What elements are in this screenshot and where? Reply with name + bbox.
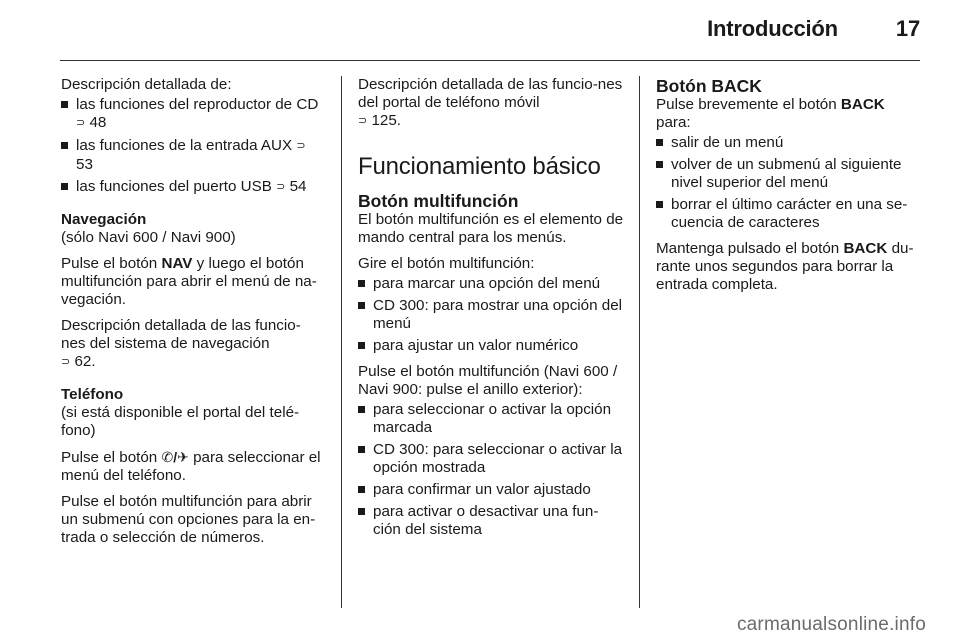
back-hold-paragraph: Mantenga pulsado el botón BACK du-rante unos segundos para borrar la entrada completa. bbox=[656, 240, 914, 293]
list-item: para seleccionar o activar la opción marcada bbox=[358, 401, 624, 437]
feature-list bbox=[61, 96, 325, 197]
page-ref-icon: ⊃ bbox=[296, 140, 306, 152]
column-divider bbox=[341, 76, 342, 608]
list-item: CD 300: para mostrar una opción del menú bbox=[358, 297, 624, 333]
list-item: para confirmar un valor ajustado bbox=[358, 481, 624, 499]
list-item: para ajustar un valor numérico bbox=[358, 337, 624, 355]
nav-key: NAV bbox=[161, 255, 193, 272]
section-heading-phone: Teléfono bbox=[61, 386, 124, 403]
page-number: 17 bbox=[895, 16, 920, 41]
list-item: las funciones del reproductor de CD ⊃ 48 bbox=[61, 96, 325, 133]
page-ref-icon: ⊃ bbox=[276, 181, 286, 193]
subsection-title: Botón multifunción bbox=[358, 191, 519, 211]
intro-text: Descripción detallada de: bbox=[61, 76, 232, 93]
list-item: para activar o desactivar una fun-ción del sistema bbox=[358, 503, 624, 539]
press-list bbox=[358, 401, 624, 539]
list-item: las funciones del puerto USB ⊃ 54 bbox=[61, 178, 325, 197]
list-item: para marcar una opción del menú bbox=[358, 275, 624, 293]
page-header bbox=[707, 16, 920, 42]
nav-paragraph: Pulse el botón NAV y luego el botón multifunción para abrir el menú de na-vegación. bbox=[61, 255, 317, 308]
page-ref-icon: ⊃ bbox=[76, 117, 86, 129]
back-list bbox=[656, 134, 922, 232]
phone-submenu-paragraph: Pulse el botón multifunción para abrir un submenú con opciones para la en-trada o selección de números. bbox=[61, 493, 316, 546]
turn-list bbox=[358, 275, 624, 355]
column-middle bbox=[358, 76, 624, 547]
phone-note: (si está disponible el portal del telé-fono) bbox=[61, 404, 300, 439]
list-item: CD 300: para seleccionar o activar la opción mostrada bbox=[358, 441, 624, 477]
list-item: salir de un menú bbox=[656, 134, 922, 152]
back-key: BACK bbox=[843, 240, 888, 257]
press-intro: Pulse el botón multifunción (Navi 600 / Navi 900: pulse el anillo exterior): bbox=[358, 363, 618, 398]
phone-icon: ✆/✈ bbox=[161, 449, 189, 465]
page-ref-icon: ⊃ bbox=[358, 115, 368, 127]
list-item: las funciones de la entrada AUX ⊃ 53 bbox=[61, 137, 325, 174]
list-item: borrar el último carácter en una se-cuencia de caracteres bbox=[656, 196, 922, 232]
list-item: volver de un submenú al siguiente nivel superior del menú bbox=[656, 156, 922, 192]
watermark: carmanualsonline.info bbox=[736, 614, 926, 635]
page-ref-icon: ⊃ bbox=[61, 356, 71, 368]
header-divider bbox=[60, 60, 920, 61]
column-right bbox=[656, 76, 922, 302]
column-left bbox=[61, 76, 325, 561]
portal-description: Descripción detallada de las funcio-nes del portal de teléfono móvil ⊃ 125. bbox=[358, 76, 623, 129]
turn-intro: Gire el botón multifunción: bbox=[358, 255, 535, 272]
nav-note: (sólo Navi 600 / Navi 900) bbox=[61, 229, 236, 246]
section-title: Funcionamiento básico bbox=[358, 153, 601, 180]
multifunction-description: El botón multifunción es el elemento de mando central para los menús. bbox=[358, 211, 624, 246]
phone-paragraph: Pulse el botón ✆/✈ para seleccionar el menú del teléfono. bbox=[61, 449, 321, 484]
back-key: BACK bbox=[840, 96, 885, 113]
back-title: Botón BACK bbox=[656, 76, 762, 96]
section-heading-navigation: Navegación bbox=[61, 211, 147, 228]
column-divider bbox=[639, 76, 640, 608]
back-paragraph: Pulse brevemente el botón BACK para: bbox=[656, 96, 885, 131]
header-title: Introducción bbox=[707, 16, 838, 41]
nav-description: Descripción detallada de las funcio-nes del sistema de navegación ⊃ 62. bbox=[61, 317, 301, 370]
